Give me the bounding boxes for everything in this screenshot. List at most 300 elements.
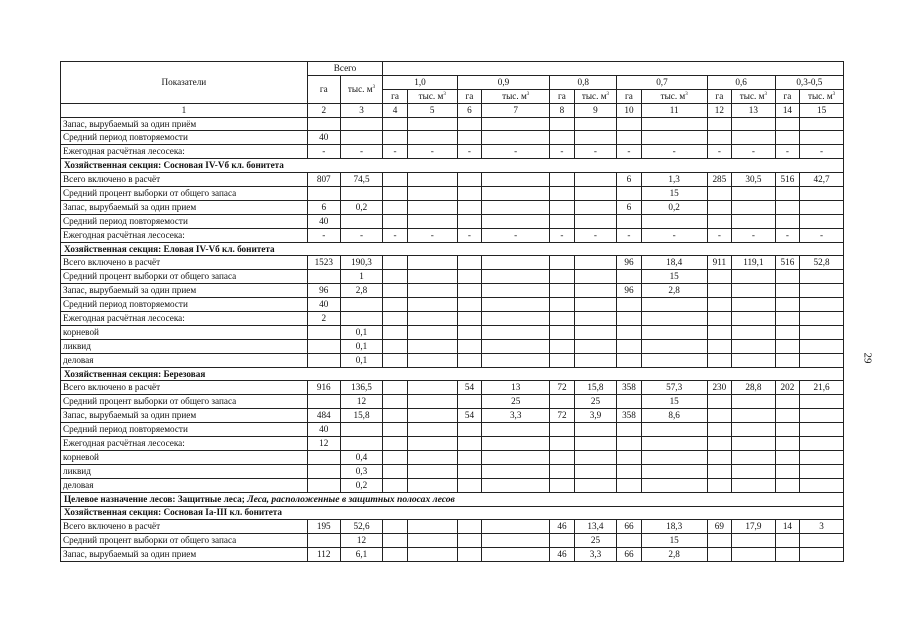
table-cell: 2,8 [641,284,707,298]
table-row [61,437,844,451]
table-cell: 8,6 [641,409,707,423]
indicator-label: деловая [61,478,308,492]
table-cell [383,450,407,464]
table-cell [340,423,383,437]
table-cell: 6 [307,200,340,214]
table-cell: 25 [574,395,617,409]
table-row [61,464,844,478]
table-cell [340,312,383,326]
table-cell: 12 [307,437,340,451]
table-cell [574,200,617,214]
table-cell [457,548,481,562]
table-cell: 195 [307,520,340,534]
table-cell [617,353,641,367]
unit-thous-m3-header: тыс. $м^3$ [407,89,457,103]
column-number: 15 [800,103,844,117]
table-cell [407,381,457,395]
table-cell [800,200,844,214]
table-cell: 74,5 [340,173,383,187]
table-cell [707,117,731,131]
table-cell [707,325,731,339]
table-cell [383,284,407,298]
table-cell [732,270,776,284]
table-cell: 3,3 [482,409,550,423]
table-cell [550,339,574,353]
table-cell: 25 [574,534,617,548]
table-cell: - [550,145,574,159]
unit-thous-m3-header: тыс. $м^3$ [800,89,844,103]
table-cell: - [457,145,481,159]
table-cell [457,534,481,548]
table-row [61,256,844,270]
table-cell [574,450,617,464]
table-cell: 516 [775,173,799,187]
table-cell [457,200,481,214]
table-cell: - [800,228,844,242]
table-cell [732,117,776,131]
indicator-label: Средний процент выборки от общего запаса [61,187,308,201]
table-cell: 42,7 [800,173,844,187]
table-cell: 0,1 [340,339,383,353]
table-cell [800,284,844,298]
table-cell: 6,1 [340,548,383,562]
table-cell [550,131,574,145]
table-cell [775,548,799,562]
table-row [61,173,844,187]
table-cell [307,325,340,339]
table-cell [550,353,574,367]
table-cell [775,117,799,131]
table-cell: - [482,228,550,242]
table-cell [641,339,707,353]
table-cell: - [407,228,457,242]
table-cell [307,270,340,284]
table-cell [482,214,550,228]
indicator-label: Ежегодная расчётная лесосека: [61,437,308,451]
table-cell [550,478,574,492]
table-cell: - [340,228,383,242]
table-cell [457,450,481,464]
table-cell [340,117,383,131]
indicator-label: Всего включено в расчёт [61,381,308,395]
table-cell [482,312,550,326]
table-cell [617,534,641,548]
table-cell [482,131,550,145]
table-cell [340,437,383,451]
table-row [61,548,844,562]
table-cell [383,548,407,562]
table-cell [574,298,617,312]
table-row [61,284,844,298]
table-row [61,520,844,534]
table-cell [641,353,707,367]
table-cell [732,187,776,201]
indicator-label: Ежегодная расчётная лесосека: [61,145,308,159]
table-cell: - [775,228,799,242]
table-cell [383,423,407,437]
table-cell: 18,3 [641,520,707,534]
table-cell [732,353,776,367]
table-cell [732,339,776,353]
table-cell [707,353,731,367]
table-cell: 2,8 [340,284,383,298]
table-cell [550,187,574,201]
table-cell [407,284,457,298]
table-cell [482,117,550,131]
column-number: 1 [61,103,308,117]
table-cell [617,450,641,464]
table-cell [775,450,799,464]
table-cell: 285 [707,173,731,187]
table-cell: 40 [307,214,340,228]
table-cell [482,270,550,284]
table-cell [407,270,457,284]
table-cell [617,214,641,228]
table-cell: 40 [307,298,340,312]
table-cell: 0,3 [340,464,383,478]
table-row [61,228,844,242]
table-cell: - [574,145,617,159]
table-cell [383,325,407,339]
table-cell [307,534,340,548]
table-cell: - [641,228,707,242]
table-cell: - [641,145,707,159]
table-cell [707,464,731,478]
table-cell [407,117,457,131]
table-cell [617,117,641,131]
table-cell [800,478,844,492]
table-cell: 57,3 [641,381,707,395]
table-cell: 15 [641,270,707,284]
table-cell [574,353,617,367]
table-cell [550,325,574,339]
table-cell [383,173,407,187]
unit-ha-header: га [617,89,641,103]
table-cell: - [550,228,574,242]
table-cell [457,256,481,270]
total-ha-header: га [307,75,340,103]
table-cell [800,437,844,451]
indicator-label: Средний период повторяемости [61,131,308,145]
table-cell [457,117,481,131]
table-cell [775,214,799,228]
table-cell [707,450,731,464]
table-cell [550,423,574,437]
table-row [61,409,844,423]
table-cell: - [617,228,641,242]
indicator-label: Запас, вырубаемый за один прием [61,548,308,562]
table-cell: 25 [482,395,550,409]
table-cell [482,339,550,353]
table-cell [707,214,731,228]
table-cell [707,187,731,201]
table-cell [457,214,481,228]
table-cell: 136,5 [340,381,383,395]
table-cell [383,256,407,270]
table-cell [383,395,407,409]
table-cell [574,423,617,437]
table-cell [550,200,574,214]
purpose-row [61,492,844,506]
table-cell [641,131,707,145]
table-cell [775,325,799,339]
table-cell [732,437,776,451]
table-cell [307,478,340,492]
indicator-label: Средний период повторяемости [61,423,308,437]
table-cell [707,131,731,145]
table-cell [641,325,707,339]
table-cell [407,200,457,214]
table-cell [641,214,707,228]
table-row [61,534,844,548]
table-cell [307,450,340,464]
indicator-label: Запас, вырубаемый за один прием [61,284,308,298]
table-cell: 807 [307,173,340,187]
table-cell [775,464,799,478]
column-number: 12 [707,103,731,117]
table-cell: 40 [307,131,340,145]
column-number: 6 [457,103,481,117]
column-number: 9 [574,103,617,117]
table-row [61,450,844,464]
table-cell [457,173,481,187]
table-cell [732,131,776,145]
table-cell [775,437,799,451]
table-cell [407,353,457,367]
table-cell: - [482,145,550,159]
table-cell [732,200,776,214]
table-cell: 66 [617,548,641,562]
table-cell [457,478,481,492]
table-cell [707,284,731,298]
indicator-label: ликвид [61,339,308,353]
indicator-label: Средний период повторяемости [61,298,308,312]
table-cell [550,117,574,131]
indicator-label: деловая [61,353,308,367]
table-cell: 2,8 [641,548,707,562]
table-cell [407,534,457,548]
column-number: 2 [307,103,340,117]
table-cell: 0,4 [340,450,383,464]
table-cell [732,298,776,312]
table-cell [407,450,457,464]
table-cell [800,187,844,201]
table-cell: 916 [307,381,340,395]
table-cell: 119,1 [732,256,776,270]
indicator-label: Средний процент выборки от общего запаса [61,534,308,548]
table-cell [482,534,550,548]
column-number: 3 [340,103,383,117]
table-cell [800,131,844,145]
table-cell: - [732,228,776,242]
table-cell [775,409,799,423]
table-cell [707,298,731,312]
section-title: Хозяйственная секция: Сосновая Iа-III кл. бонитета [61,506,844,520]
table-cell [550,395,574,409]
table-cell [574,173,617,187]
table-cell [574,214,617,228]
indicator-label: ликвид [61,464,308,478]
table-cell [707,395,731,409]
table-row [61,395,844,409]
table-cell [574,312,617,326]
table-cell [383,117,407,131]
table-cell [800,548,844,562]
indicator-label: Запас, вырубаемый за один прием [61,200,308,214]
table-cell [641,464,707,478]
table-cell [457,395,481,409]
table-cell [574,117,617,131]
table-row [61,200,844,214]
unit-ha-header: га [550,89,574,103]
table-cell: 21,6 [800,381,844,395]
table-cell: 1 [340,270,383,284]
table-cell [307,353,340,367]
table-cell: 3,3 [574,548,617,562]
table-cell [574,339,617,353]
table-cell [383,270,407,284]
indicator-label: Запас, вырубаемый за один прием [61,409,308,423]
table-cell [407,437,457,451]
table-cell: 12 [340,534,383,548]
table-cell [407,339,457,353]
table-cell [482,464,550,478]
table-row [61,325,844,339]
table-cell [800,312,844,326]
table-cell [732,464,776,478]
table-cell [457,284,481,298]
table-cell [482,478,550,492]
table-cell: 358 [617,409,641,423]
table-cell: - [340,145,383,159]
table-cell [641,312,707,326]
section-header-row [61,506,844,520]
total-thous-m3-header: тыс. $м^3$ [340,75,383,103]
column-numbers-row [61,103,844,117]
section-title: Хозяйственная секция: Еловая IV-Vб кл. бонитета [61,242,844,256]
table-cell [482,298,550,312]
table-cell [617,395,641,409]
table-cell [482,187,550,201]
table-cell: 52,8 [800,256,844,270]
table-cell [574,478,617,492]
table-cell [641,437,707,451]
density-group: 0,3-0,5 [775,75,843,89]
table-cell: 15 [641,534,707,548]
table-cell: - [574,228,617,242]
table-cell [800,423,844,437]
table-cell [574,187,617,201]
table-cell [482,325,550,339]
table-row [61,381,844,395]
table-cell [407,423,457,437]
table-cell [800,450,844,464]
page-number: 29 [861,352,874,364]
table-cell [732,214,776,228]
table-row [61,312,844,326]
table-cell [383,214,407,228]
table-cell [550,464,574,478]
table-cell [707,478,731,492]
table-row [61,298,844,312]
table-row [61,131,844,145]
table-cell: - [383,228,407,242]
table-cell: - [457,228,481,242]
unit-ha-header: га [775,89,799,103]
table-cell [383,409,407,423]
indicator-label: Ежегодная расчётная лесосека: [61,312,308,326]
column-number: 7 [482,103,550,117]
table-cell [482,437,550,451]
section-title: Хозяйственная секция: Сосновая IV-Vб кл. бонитета [61,159,844,173]
table-cell [457,298,481,312]
table-cell: 15 [641,187,707,201]
column-number: 8 [550,103,574,117]
table-cell [482,548,550,562]
table-cell [482,353,550,367]
table-row [61,423,844,437]
table-cell [457,312,481,326]
table-cell [775,353,799,367]
table-cell: 96 [617,256,641,270]
table-row [61,145,844,159]
table-cell [800,325,844,339]
table-cell [383,339,407,353]
table-cell [775,200,799,214]
table-cell: 28,8 [732,381,776,395]
table-cell [307,395,340,409]
indicator-label: Всего включено в расчёт [61,256,308,270]
table-cell: 1,3 [641,173,707,187]
table-cell [407,131,457,145]
header-row-1 [61,62,844,76]
table-cell: 6 [617,200,641,214]
table-cell: - [707,145,731,159]
table-cell: - [307,228,340,242]
indicator-label: Запас, вырубаемый за один приём [61,117,308,131]
table-cell: 202 [775,381,799,395]
table-cell [574,464,617,478]
table-cell [383,187,407,201]
table-cell [775,534,799,548]
table-cell [775,339,799,353]
table-cell [775,423,799,437]
table-row [61,353,844,367]
table-cell [732,409,776,423]
table-cell [550,298,574,312]
forest-cutting-table [60,61,844,562]
table-cell [383,353,407,367]
table-cell [775,478,799,492]
table-cell: 30,5 [732,173,776,187]
table-cell: - [307,145,340,159]
indicator-label: Всего включено в расчёт [61,520,308,534]
table-cell [307,187,340,201]
table-cell [707,423,731,437]
table-cell [550,437,574,451]
table-cell [407,395,457,409]
column-number: 4 [383,103,407,117]
unit-thous-m3-header: тыс. $м^3$ [732,89,776,103]
table-cell: 13 [482,381,550,395]
table-cell [800,214,844,228]
table-cell: 46 [550,520,574,534]
table-cell [407,464,457,478]
table-row [61,339,844,353]
table-cell [617,270,641,284]
table-cell: 3,9 [574,409,617,423]
table-cell [732,284,776,298]
